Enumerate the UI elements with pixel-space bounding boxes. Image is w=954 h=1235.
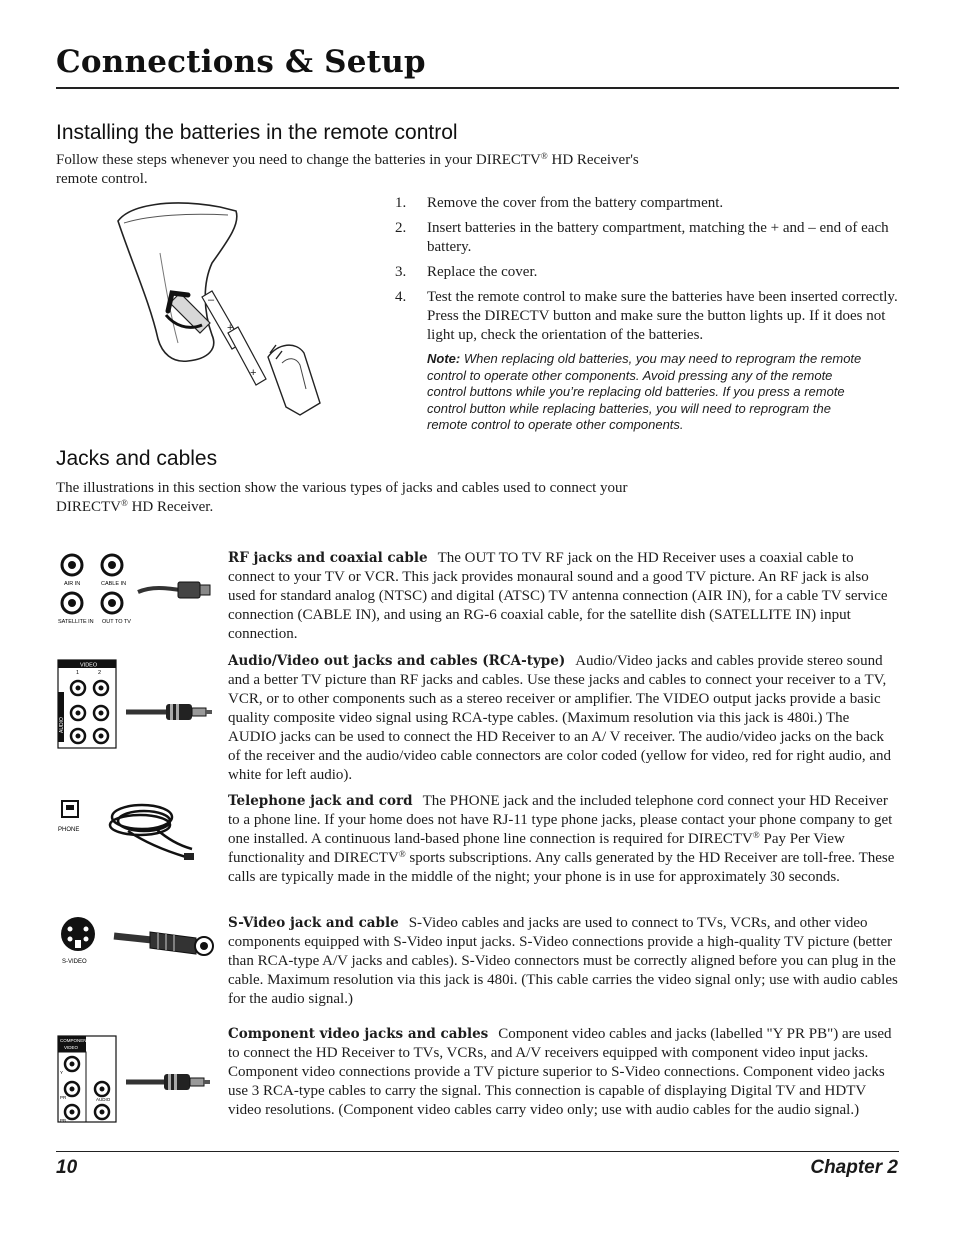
jacks-intro-a: The illustrations in this section show the various types of jacks and cables used to connect your (56, 480, 628, 496)
svideo-text: S-Video cables and jacks are used to connect to TVs, VCRs, and other video components equipped with S-Video input jacks. S-Video connections provide a high-quality TV picture (better than RCA-type A/V jacks and cables). S-Video connectors must be correctly aligned before you can plug in the cable. Maximum resolution via this jack is 480i. (This cable carries the video signal only; use with audio cables for the audio signal.) (228, 915, 898, 1007)
av-label-video: VIDEO (80, 662, 98, 669)
svideo-jack-icon (61, 917, 95, 951)
registered-mark: ® (398, 849, 406, 859)
svideo-title: S-Video jack and cable (228, 915, 399, 931)
av-label-1: 1 (76, 670, 80, 676)
phone-text-c: sports subscriptions. Any calls generated by the HD Receiver are toll-free. These calls are typically made in the middle of the night; your phone is in use for approximately 30 seconds. (228, 850, 895, 885)
step-number: 3. (395, 264, 407, 280)
av-title: Audio/Video out jacks and cables (RCA-type) (228, 653, 566, 669)
step-number: 1. (395, 195, 407, 211)
rf-jack-icon (62, 593, 82, 613)
component-label-pr: PR (60, 1095, 67, 1100)
av-text: Audio/Video jacks and cables provide stereo sound and a better TV picture than RF jacks and cables. Use these jacks and cables to connect your receiver to a TV, VCR, or to other components such as a stereo receiver or amplifier. The VIDEO output jacks provide a basic quality composite video signal using RCA-type cables. (Maximum resolution via this jack is 480i.) The AUDIO jacks can be used to connect the HD Receiver to an A/ V receiver. The audio/video jacks on the back of the receiver and the audio/video cable connectors are color coded (yellow for video, red for right audio, and white for left audio). (228, 653, 892, 783)
svideo-paragraph (228, 914, 899, 1009)
rca-cable-icon (126, 704, 212, 720)
step-text: Test the remote control to make sure the batteries have been inserted correctly. Press the DIRECTV button and make sure the button lights up. If it does not light up, check the orientation of the batteries. (427, 289, 898, 343)
note-label: Note: (427, 351, 461, 366)
component-label-audio: AUDIO (96, 1097, 111, 1102)
batteries-heading: Installing the batteries in the remote control (56, 121, 458, 144)
phone-text-a: The PHONE jack and the included telephone cord connect your HD Receiver to a phone line. If your home does not have RJ-11 type phone jacks, please contact your phone company to get one installed. A continuous land-based phone line connection is required for DIRECTV (228, 793, 893, 847)
rf-title: RF jacks and coaxial cable (228, 550, 428, 566)
av-paragraph (228, 652, 899, 785)
rca-jack-icon (71, 706, 85, 720)
rca-jack-icon (71, 681, 85, 695)
page-title: Connections & Setup (56, 44, 426, 80)
battery-minus-sign: – (208, 294, 215, 306)
rca-jack-icon (94, 706, 108, 720)
rf-label-satellite-in: SATELLITE IN (58, 619, 94, 625)
component-cable-icon (126, 1074, 210, 1090)
av-jacks-illustration (56, 658, 216, 750)
svideo-cable-icon (114, 932, 213, 955)
audio-jack-icon (95, 1105, 109, 1119)
note-text: When replacing old batteries, you may need to reprogram the remote control to operate other components. Avoid pressing any of the remote control buttons while you’re replacing old batteries. If you press a remote control button while replacing batteries, you will need to reprogram the remote control to operate other components. (427, 351, 862, 433)
svideo-illustration (56, 912, 216, 968)
batteries-intro (56, 151, 736, 189)
battery-step (395, 219, 900, 257)
jacks-intro-c: HD Receiver. (127, 499, 214, 515)
battery-step (395, 288, 900, 345)
batteries-intro-c: remote control. (56, 171, 148, 187)
av-label-audio: AUDIO (59, 717, 65, 733)
batteries-intro-a: Follow these steps whenever you need to change the batteries in your DIRECTV (56, 152, 541, 168)
registered-mark: ® (540, 151, 548, 161)
step-text: Remove the cover from the battery compartment. (427, 195, 724, 211)
rf-jack-icon (102, 555, 122, 575)
av-label-2: 2 (98, 670, 102, 676)
telephone-cord-icon (110, 805, 192, 857)
component-jack-icon (65, 1082, 79, 1096)
step-number: 2. (395, 220, 407, 236)
rf-paragraph (228, 549, 899, 644)
rf-label-air-in: AIR IN (64, 581, 81, 587)
component-jack-icon (65, 1057, 79, 1071)
battery-note (427, 351, 872, 434)
jacks-heading: Jacks and cables (56, 447, 218, 470)
component-label-y: Y (60, 1070, 64, 1075)
chapter-label: Chapter 2 (810, 1157, 898, 1178)
title-rule (56, 87, 899, 89)
phone-title: Telephone jack and cord (228, 793, 413, 809)
footer-rule (56, 1151, 899, 1152)
registered-mark: ® (121, 498, 128, 508)
component-jack-icon (65, 1105, 79, 1119)
component-paragraph (228, 1025, 899, 1120)
component-label-pb: PB (60, 1118, 67, 1123)
rca-jack-icon (94, 729, 108, 743)
rf-jack-icon (62, 555, 82, 575)
battery-step (395, 194, 900, 213)
step-text: Insert batteries in the battery compartment, matching the + and – end of each battery. (427, 220, 889, 255)
rf-text: The OUT TO TV RF jack on the HD Receiver uses a coaxial cable to connect to your TV or VCR. This jack provides monaural sound and a good TV picture. An RF jack is also used for standard analog (NTSC) and digital (ATSC) TV antenna connection (AIR IN), for a cable TV service connection (CABLE IN), and using an RG-6 coaxial cable, for the satellite dish (SATELLITE IN) input connection. (228, 550, 888, 642)
registered-mark: ® (752, 830, 760, 840)
battery-plus-sign-1: + (227, 322, 234, 334)
page-number: 10 (56, 1157, 78, 1178)
remote-battery-illustration (110, 193, 330, 418)
jacks-intro (56, 479, 756, 517)
rf-label-cable-in: CABLE IN (101, 581, 127, 587)
component-label-line2: VIDEO (64, 1045, 79, 1050)
rf-label-out-to-tv: OUT TO TV (102, 619, 131, 625)
rf-jack-icon (102, 593, 122, 613)
batteries-intro-b: HD Receiver's (547, 152, 639, 168)
phone-plug-icon (184, 853, 194, 860)
phone-text-b: Pay Per View functionality and DIRECTV (228, 831, 845, 866)
jacks-intro-b: DIRECTV (56, 499, 121, 515)
phone-label: PHONE (58, 827, 80, 833)
rca-jack-icon (94, 681, 108, 695)
component-label-line1: COMPONENT (60, 1038, 90, 1043)
component-title: Component video jacks and cables (228, 1026, 489, 1042)
step-text: Replace the cover. (427, 264, 538, 280)
phone-paragraph (228, 792, 899, 887)
phone-jack-icon (62, 801, 78, 817)
step-number: 4. (395, 289, 407, 305)
component-text: Component video cables and jacks (labelled "Y PR PB") are used to connect the HD Receiver to TVs, VCRs, and A/V receivers equipped with component video input jacks. Component video connections provide a TV picture superior to S-Video connections. Component video jacks use 3 RCA-type cables to carry the signal. This connection is capable of displaying Digital TV and HDTV video resolutions. (Component video cables carry video only; use with audio cables for the audio signal.) (228, 1026, 892, 1118)
coaxial-cable-icon (138, 582, 210, 598)
phone-jack-illustration (56, 795, 216, 865)
battery-step (395, 263, 900, 282)
battery-steps-list (395, 194, 900, 434)
svideo-label: S-VIDEO (62, 959, 87, 965)
battery-plus-sign-2: + (250, 367, 257, 379)
component-illustration (56, 1034, 216, 1126)
audio-jack-icon (95, 1082, 109, 1096)
rca-jack-icon (71, 729, 85, 743)
rf-jacks-illustration (56, 550, 216, 628)
